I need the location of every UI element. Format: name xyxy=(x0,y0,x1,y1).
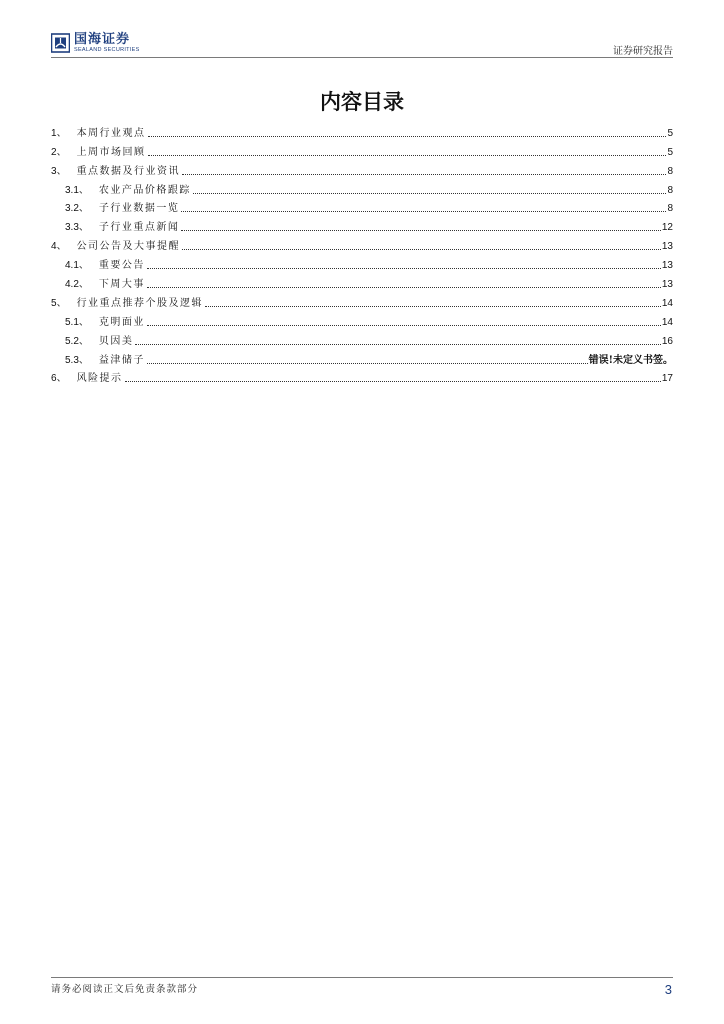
toc-dot-leader xyxy=(125,381,661,382)
toc-entry-separator: 、 xyxy=(56,127,67,139)
toc-dot-leader xyxy=(148,136,667,137)
toc-entry[interactable] xyxy=(51,348,673,367)
toc-entry-label: 重点数据及行业资讯 xyxy=(76,165,181,177)
toc-entry-label: 本周行业观点 xyxy=(76,127,146,139)
toc-entry[interactable] xyxy=(51,215,673,234)
toc-dot-leader xyxy=(182,249,661,250)
toc-entry-page: 5 xyxy=(667,127,673,139)
toc-entry-number: 3.2 xyxy=(65,203,79,215)
toc-entry-number: 6 xyxy=(51,373,57,385)
sealand-logo-icon xyxy=(51,33,70,53)
toc-entry-label: 子行业重点新闻 xyxy=(98,222,180,234)
toc-entry-page: 12 xyxy=(661,222,673,234)
toc-dot-leader xyxy=(193,193,667,194)
toc-entry-separator: 、 xyxy=(78,354,89,366)
toc-entry-number: 3.1 xyxy=(65,184,79,196)
toc-entry-label: 克明面业 xyxy=(98,316,145,328)
toc-entry-number: 3 xyxy=(51,165,57,177)
toc-entry[interactable] xyxy=(51,159,673,178)
toc-entry-label: 子行业数据一览 xyxy=(98,203,180,215)
toc-entry-separator: 、 xyxy=(78,316,89,328)
toc-entry[interactable] xyxy=(51,253,673,272)
toc-entry-number: 5.1 xyxy=(65,316,79,328)
toc-entry-number: 5 xyxy=(51,297,57,309)
sealand-logo xyxy=(51,33,140,54)
toc-entry[interactable] xyxy=(51,121,673,140)
toc-dot-leader xyxy=(181,230,660,231)
toc-entry-separator: 、 xyxy=(56,373,67,385)
logo-text xyxy=(74,33,140,54)
toc-entry-page: 14 xyxy=(661,297,673,309)
toc-entry[interactable] xyxy=(51,234,673,253)
toc-entry[interactable] xyxy=(51,329,673,348)
footer-divider xyxy=(51,977,673,978)
toc-entry[interactable] xyxy=(51,197,673,216)
toc-entry-label: 上周市场回顾 xyxy=(76,146,146,158)
toc-entry-label: 下周大事 xyxy=(98,279,145,291)
toc-entry-label: 行业重点推荐个股及逻辑 xyxy=(76,297,204,309)
toc-entry-page: 5 xyxy=(667,146,673,158)
toc-dot-leader xyxy=(135,344,660,345)
toc-entry-page: 16 xyxy=(661,335,673,347)
toc-entry[interactable] xyxy=(51,272,673,291)
toc-title: 内容目录 xyxy=(320,89,404,114)
toc-entry-label: 益津储子 xyxy=(98,354,145,366)
toc-entry-number: 5.3 xyxy=(65,354,79,366)
toc-dot-leader xyxy=(147,363,588,364)
toc-entry-label: 风险提示 xyxy=(76,373,123,385)
toc-entry-number: 4.2 xyxy=(65,279,79,291)
toc-entry-page: 14 xyxy=(661,316,673,328)
toc-dot-leader xyxy=(148,155,667,156)
toc-entry-page: 13 xyxy=(661,260,673,272)
toc-entry-page: 13 xyxy=(661,241,673,253)
toc-entry-number: 1 xyxy=(51,127,57,139)
toc-entry-separator: 、 xyxy=(78,335,89,347)
page-header xyxy=(51,30,673,58)
toc-entry-label: 重要公告 xyxy=(98,260,145,272)
toc-entry-page: 8 xyxy=(667,203,673,215)
table-of-contents xyxy=(51,121,673,385)
toc-entry-page: 错误!未定义书签。 xyxy=(588,354,673,366)
toc-entry-separator: 、 xyxy=(56,241,67,253)
toc-dot-leader xyxy=(205,306,661,307)
toc-dot-leader xyxy=(147,268,661,269)
toc-entry[interactable] xyxy=(51,291,673,310)
header-divider xyxy=(51,57,673,58)
toc-entry-separator: 、 xyxy=(78,184,89,196)
toc-entry-separator: 、 xyxy=(78,222,89,234)
toc-dot-leader xyxy=(182,174,666,175)
toc-entry-number: 3.3 xyxy=(65,222,79,234)
toc-dot-leader xyxy=(147,325,661,326)
toc-entry-separator: 、 xyxy=(56,297,67,309)
toc-entry[interactable] xyxy=(51,310,673,329)
toc-entry-page: 17 xyxy=(661,373,673,385)
toc-entry-page: 8 xyxy=(667,184,673,196)
toc-entry[interactable] xyxy=(51,367,673,386)
logo-cn-text: 国海证券 xyxy=(74,32,131,47)
toc-entry-label: 贝因美 xyxy=(98,335,134,347)
toc-entry-number: 5.2 xyxy=(65,335,79,347)
toc-entry[interactable] xyxy=(51,140,673,159)
footer-disclaimer: 请务必阅读正文后免责条款部分 xyxy=(51,984,199,995)
toc-entry-separator: 、 xyxy=(78,203,89,215)
toc-entry-page: 8 xyxy=(667,165,673,177)
report-type: 证券研究报告 xyxy=(613,46,673,57)
toc-entry-page: 13 xyxy=(661,279,673,291)
toc-entry-number: 2 xyxy=(51,146,57,158)
toc-entry-number: 4 xyxy=(51,241,57,253)
logo-en-text: SEALAND SECURITIES xyxy=(74,47,140,53)
toc-entry[interactable] xyxy=(51,178,673,197)
toc-dot-leader xyxy=(147,287,661,288)
toc-entry-separator: 、 xyxy=(78,260,89,272)
toc-entry-separator: 、 xyxy=(78,279,89,291)
toc-entry-label: 农业产品价格跟踪 xyxy=(98,184,191,196)
page-number: 3 xyxy=(664,982,672,997)
toc-entry-separator: 、 xyxy=(56,146,67,158)
toc-entry-number: 4.1 xyxy=(65,260,79,272)
toc-entry-label: 公司公告及大事提醒 xyxy=(76,241,181,253)
toc-entry-separator: 、 xyxy=(56,165,67,177)
toc-dot-leader xyxy=(181,211,666,212)
